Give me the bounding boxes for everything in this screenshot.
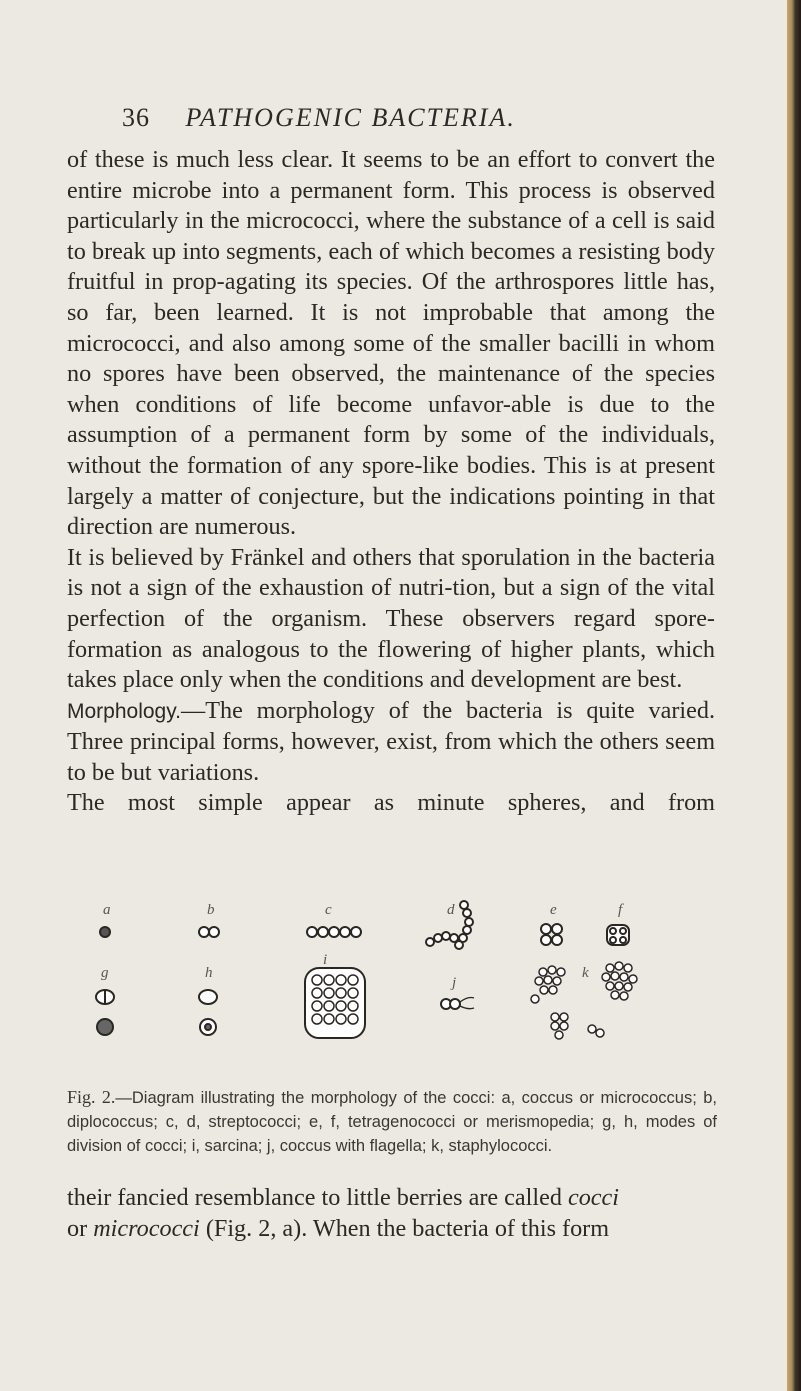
label-d: d <box>447 902 455 918</box>
label-k: k <box>582 965 589 981</box>
sarcina-i <box>305 968 365 1038</box>
flagellated-coccus-j <box>441 998 474 1010</box>
page-number: 36 <box>122 103 150 132</box>
paragraph-3: The most simple appear as minute spheres, and from <box>67 789 715 817</box>
continuation-line-2: or micrococci (Fig. 2, a). When the bacteria of this form <box>67 1214 610 1242</box>
diplococcus-b <box>199 927 219 937</box>
paragraph-2: It is believed by Fränkel and others that sporulation in the bacteria is not a sign of the exhaustion of nutri-tion, but a sign of the vital perfection of the organism. These observers regard spore-formation as analogous to the flowering of higher plants, which takes place only when the conditions and development are best. <box>67 543 715 694</box>
label-c: c <box>325 902 332 918</box>
label-i: i <box>323 952 328 968</box>
figure-caption <box>67 1085 717 1158</box>
running-title: PATHOGENIC BACTERIA. <box>185 103 516 132</box>
division-h <box>199 990 217 1035</box>
caption-text: —Diagram illustrating the morphology of the cocci: a, coccus or micrococcus; b, diplococcus; c, d, streptococci; e, f, tetragenococci or merismopedia; g, h, modes of division of cocci; i, sarcina; j, coccus with flagella; k, staphylococci. <box>67 1089 717 1155</box>
streptococcus-c <box>307 927 361 937</box>
continuation-line-1: their fancied resemblance to little berries are called cocci <box>67 1184 619 1211</box>
division-g <box>96 990 114 1035</box>
paragraph-1: of these is much less clear. It seems to be an effort to convert the entire microbe into a permanent form. This process is observed particularly in the micrococci, where the substance of a cell is said to break up into segments, each of which becomes a resisting body fruitful in prop-agating its species. Of the arthrospores little has, so far, been learned. It is not improbable that among the micrococci, and also among some of the smaller bacilli in whom no spores have been observed, the maintenance of the species when conditions of life become unfavor-able is due to the assumption of a permanent form by some of the individuals, without the formation of any spore-like bodies. This is at present largely a matter of conjecture, but the indications pointing in that direction are numerous. <box>67 146 716 541</box>
page-edge <box>787 0 801 1391</box>
tetragenococcus-e <box>541 924 562 945</box>
label-j: j <box>452 975 457 991</box>
label-f: f <box>618 902 623 918</box>
body-text <box>67 145 715 819</box>
continuation-text <box>67 1183 717 1244</box>
label-b: b <box>207 902 215 918</box>
label-e: e <box>550 902 557 918</box>
figure-number: Fig. 2. <box>67 1087 116 1107</box>
section-heading: Morphology. <box>67 699 182 723</box>
label-g: g <box>101 965 109 981</box>
label-a: a <box>103 902 111 918</box>
paragraph-morphology: Morphology.—The morphology of the bacteria is quite varied. Three principal forms, however, exist, from which the others seem to be but variations. <box>67 696 716 786</box>
label-h: h <box>205 965 213 981</box>
cocci-diagram <box>95 900 715 1075</box>
running-header <box>122 103 516 133</box>
coccus-a <box>100 927 110 937</box>
tetragenococcus-f <box>607 925 629 945</box>
